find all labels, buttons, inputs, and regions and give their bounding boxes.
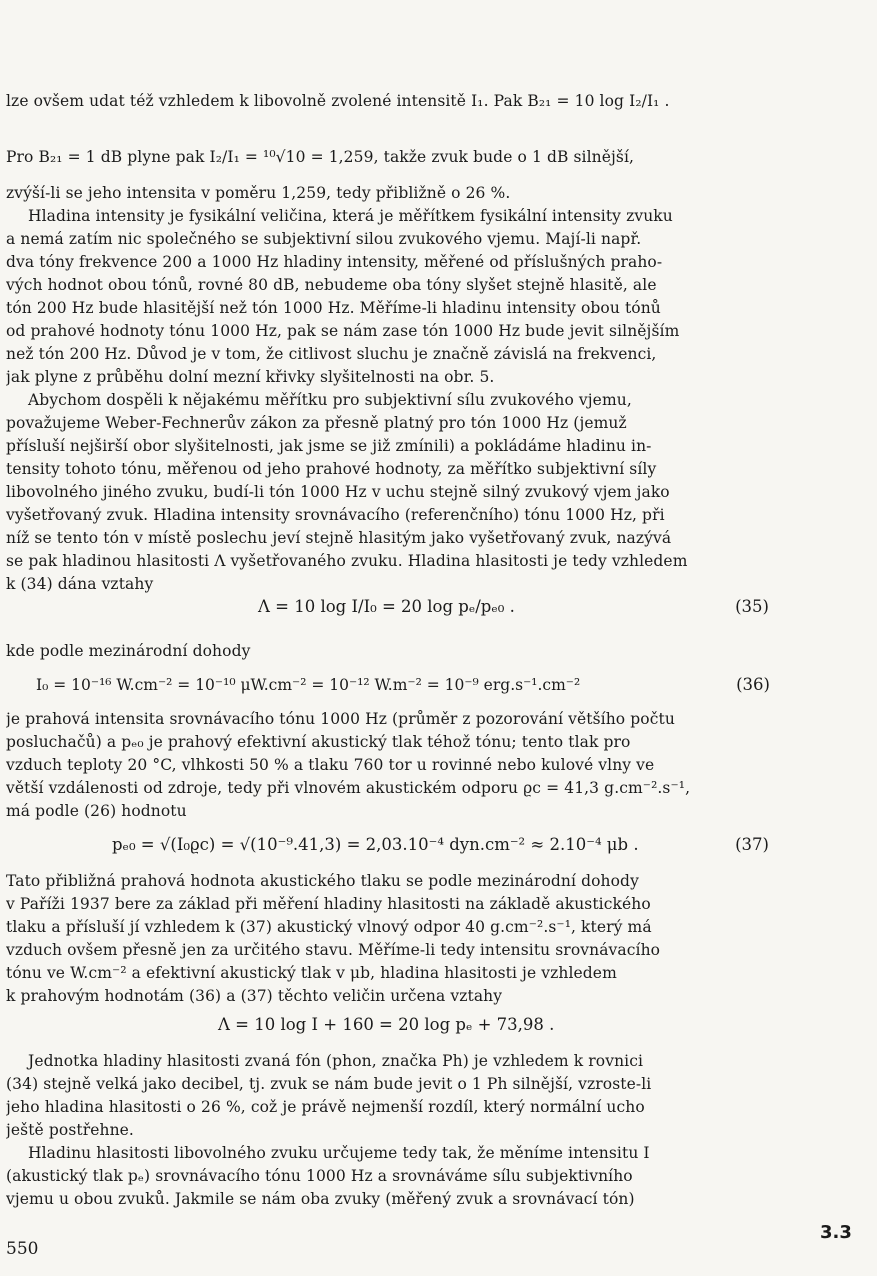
text-line: tónu ve W.cm⁻² a efektivní akustický tlak v μb, hladina hlasitosti je vzhledem: [6, 964, 617, 982]
equation-expression: pₑ₀ = √(I₀ϱc) = √(10⁻⁹.41,3) = 2,03.10⁻⁴ dyn.cm⁻² ≈ 2.10⁻⁴ μb .: [112, 835, 639, 854]
text-line: vzduch ovšem přesně jen za určitého stavu. Měříme-li tedy intensitu srovnávacího: [6, 941, 661, 959]
text-line: jeho hladina hlasitosti o 26 %, což je právě nejmenší rozdíl, který normální ucho: [6, 1098, 645, 1116]
text-line: (34) stejně velká jako decibel, tj. zvuk se nám bude jevit o 1 Ph silnější, vzroste-li: [6, 1075, 652, 1093]
section-marker: 3.3: [820, 1222, 852, 1243]
text-line: je prahová intensita srovnávacího tónu 1000 Hz (průměr z pozorování většího počtu: [6, 710, 675, 728]
text-line: jak plyne z průběhu dolní mezní křivky slyšitelnosti na obr. 5.: [6, 368, 495, 386]
text-line: zvýší-li se jeho intensita v poměru 1,259, tedy přibližně o 26 %.: [6, 184, 511, 202]
text-line: přísluší nejširší obor slyšitelnosti, jak jsme se již zmínili) a pokládáme hladinu in-: [6, 437, 652, 455]
text-line: větší vzdálenosti od zdroje, tedy při vlnovém akustickém odporu ϱc = 41,3 g.cm⁻².s⁻¹,: [6, 779, 691, 797]
equation-number: (36): [736, 675, 770, 694]
text-line: lze ovšem udat též vzhledem k libovolně zvolené intensitě I₁. Pak B₂₁ = 10 log I₂/I₁ .: [6, 92, 670, 110]
text-line: tón 200 Hz bude hlasitější než tón 1000 Hz. Měříme-li hladinu intensity obou tónů: [6, 299, 661, 317]
text-line: v Paříži 1937 bere za základ při měření hladiny hlasitosti na základě akustického: [6, 895, 651, 913]
equation-number: (35): [735, 597, 769, 616]
text-line: kde podle mezinárodní dohody: [6, 642, 251, 660]
text-line: Pro B₂₁ = 1 dB plyne pak I₂/I₁ = ¹⁰√10 = 1,259, takže zvuk bude o 1 dB silnější,: [6, 148, 635, 166]
text-line: vzduch teploty 20 °C, vlhkosti 50 % a tlaku 760 tor u rovinné nebo kulové vlny ve: [6, 756, 655, 774]
text-line: vých hodnot obou tónů, rovné 80 dB, nebudeme oba tóny slyšet stejně hlasitě, ale: [6, 276, 657, 294]
text-line: Tato přibližná prahová hodnota akustického tlaku se podle mezinárodní dohody: [6, 872, 639, 890]
text-line: se pak hladinou hlasitosti Λ vyšetřovaného zvuku. Hladina hlasitosti je tedy vzhledem: [6, 552, 688, 570]
equation-36: [0, 668, 877, 702]
text-line: k prahovým hodnotám (36) a (37) těchto veličin určena vztahy: [6, 987, 503, 1005]
text-line: vyšetřovaný zvuk. Hladina intensity srovnávacího (referenčního) tónu 1000 Hz, při: [6, 506, 665, 524]
text-line: než tón 200 Hz. Důvod je v tom, že citlivost sluchu je značně závislá na frekvenci,: [6, 345, 657, 363]
equation-expression: I₀ = 10⁻¹⁶ W.cm⁻² = 10⁻¹⁰ μW.cm⁻² = 10⁻¹² W.m⁻² = 10⁻⁹ erg.s⁻¹.cm⁻²: [36, 676, 581, 694]
text-line: dva tóny frekvence 200 a 1000 Hz hladiny intensity, měřené od příslušných praho-: [6, 253, 663, 271]
text-line: posluchačů) a pₑ₀ je prahový efektivní akustický tlak téhož tónu; tento tlak pro: [6, 733, 631, 751]
text-line: libovolného jiného zvuku, budí-li tón 1000 Hz v uchu stejně silný zvukový vjem jako: [6, 483, 670, 501]
text-line: ještě postřehne.: [6, 1121, 134, 1139]
text-line: tlaku a přísluší jí vzhledem k (37) akustický vlnový odpor 40 g.cm⁻².s⁻¹, který má: [6, 918, 652, 936]
text-line: považujeme Weber-Fechnerův zákon za přesně platný pro tón 1000 Hz (jemuž: [6, 414, 627, 432]
text-line: tensity tohoto tónu, měřenou od jeho prahové hodnoty, za měřítko subjektivní síly: [6, 460, 657, 478]
text-line: níž se tento tón v místě poslechu jeví stejně hlasitým jako vyšetřovaný zvuk, nazývá: [6, 529, 672, 547]
text-line: Hladinu hlasitosti libovolného zvuku určujeme tedy tak, že měníme intensitu I: [28, 1144, 650, 1162]
equation-expression: Λ = 10 log I + 160 = 20 log pₑ + 73,98 .: [218, 1015, 555, 1034]
text-line: vjemu u obou zvuků. Jakmile se nám oba zvuky (měřený zvuk a srovnávací tón): [6, 1190, 635, 1208]
text-line: k (34) dána vztahy: [6, 575, 154, 593]
equation-35: [0, 590, 877, 624]
equation-37: [0, 828, 877, 862]
equation-loudness-level: [0, 1008, 877, 1042]
text-line: Hladina intensity je fysikální veličina, která je měřítkem fysikální intensity zvuku: [28, 207, 673, 225]
text-line: (akustický tlak pₑ) srovnávacího tónu 1000 Hz a srovnáváme sílu subjektivního: [6, 1167, 633, 1185]
equation-expression: Λ = 10 log I/I₀ = 20 log pₑ/pₑ₀ .: [258, 597, 515, 616]
text-line: a nemá zatím nic společného se subjektivní silou zvukového vjemu. Mají-li např.: [6, 230, 642, 248]
text-line: Abychom dospěli k nějakému měřítku pro subjektivní sílu zvukového vjemu,: [28, 391, 632, 409]
text-line: od prahové hodnoty tónu 1000 Hz, pak se nám zase tón 1000 Hz bude jevit silnějším: [6, 322, 680, 340]
page-number: 550: [6, 1239, 39, 1259]
text-line: Jednotka hladiny hlasitosti zvaná fón (phon, značka Ph) je vzhledem k rovnici: [28, 1052, 644, 1070]
equation-number: (37): [735, 835, 769, 854]
text-line: má podle (26) hodnotu: [6, 802, 187, 820]
